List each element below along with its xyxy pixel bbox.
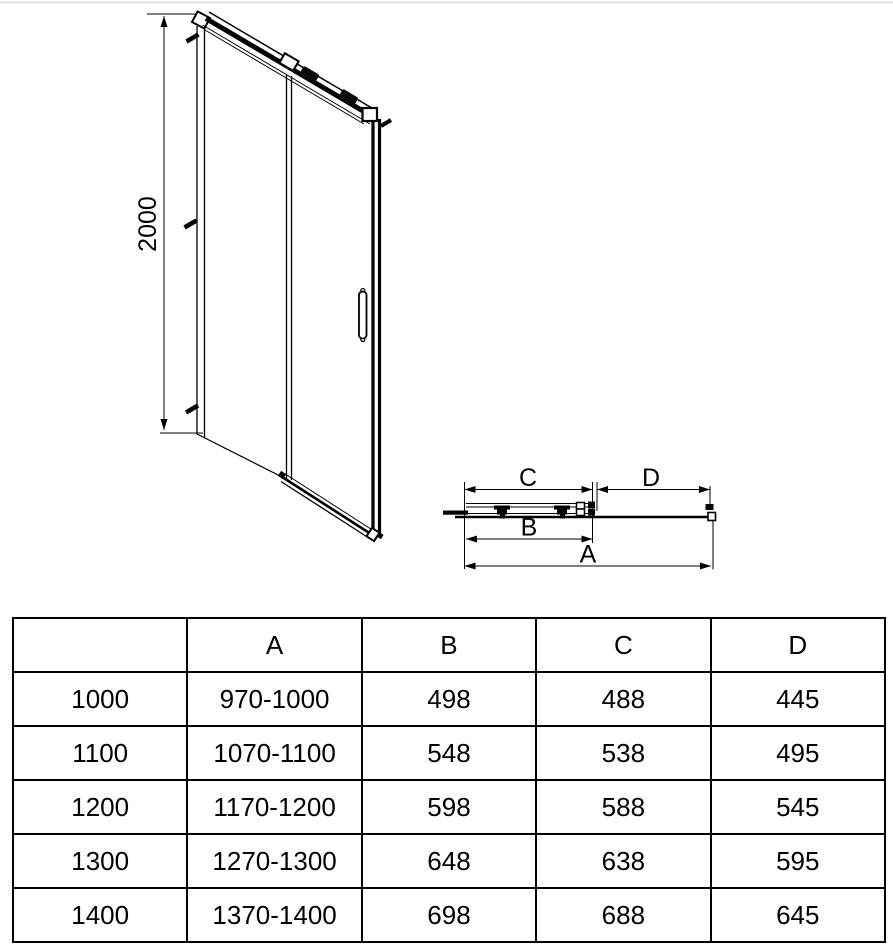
table-cell: 970-1000 [187,672,361,726]
table-cell: 1070-1100 [187,726,361,780]
table-cell: 1170-1200 [187,780,361,834]
size-table-header-a: A [187,618,361,672]
dim-label-d: D [641,464,661,492]
rail-clamp [279,53,298,71]
table-cell: 488 [536,672,710,726]
table-cell: 445 [711,672,885,726]
size-table [12,617,886,943]
table-row [13,780,885,834]
table-cell: 1270-1300 [187,834,361,888]
table-cell: 645 [711,888,885,942]
table-cell: 1400 [13,888,187,942]
wall-bracket [381,120,391,126]
table-row [13,888,885,942]
table-cell: 588 [536,780,710,834]
dim-label-a: A [579,540,597,569]
size-table-header-c: C [536,618,710,672]
table-cell: 598 [362,780,536,834]
plan-profile [443,502,716,521]
table-cell: 648 [362,834,536,888]
plan-view-drawing [443,464,716,570]
table-row [13,672,885,726]
table-cell: 1300 [13,834,187,888]
table-cell: 495 [711,726,885,780]
door-handle [359,289,367,342]
table-cell: 1200 [13,780,187,834]
top-rail [203,12,378,124]
height-dimension-label: 2000 [134,196,162,252]
size-table-header-row [13,618,885,672]
table-cell: 538 [536,726,710,780]
left-wall-profile [185,11,210,437]
bottom-rail [197,434,379,541]
plan-end-cap [708,513,716,521]
table-cell: 638 [536,834,710,888]
size-table-header-b: B [362,618,536,672]
front-view-drawing [134,11,391,541]
table-cell: 498 [362,672,536,726]
dim-label-b: B [520,513,538,542]
size-table-body [13,672,885,942]
table-cell: 1000 [13,672,187,726]
center-stile [287,75,292,480]
table-cell: 688 [536,888,710,942]
table-cell: 545 [711,780,885,834]
fixed-glass-bottom-edge [197,434,284,478]
table-cell: 595 [711,834,885,888]
wall-bracket [185,221,197,228]
table-row [13,834,885,888]
size-table-header-d: D [711,618,885,672]
table-cell: 698 [362,888,536,942]
table-cell: 1100 [13,726,187,780]
table-row [13,726,885,780]
table-cell: 548 [362,726,536,780]
table-cell: 1370-1400 [187,888,361,942]
size-table-corner-cell [13,618,187,672]
wall-bracket [186,406,198,413]
dim-label-c: C [518,464,538,492]
